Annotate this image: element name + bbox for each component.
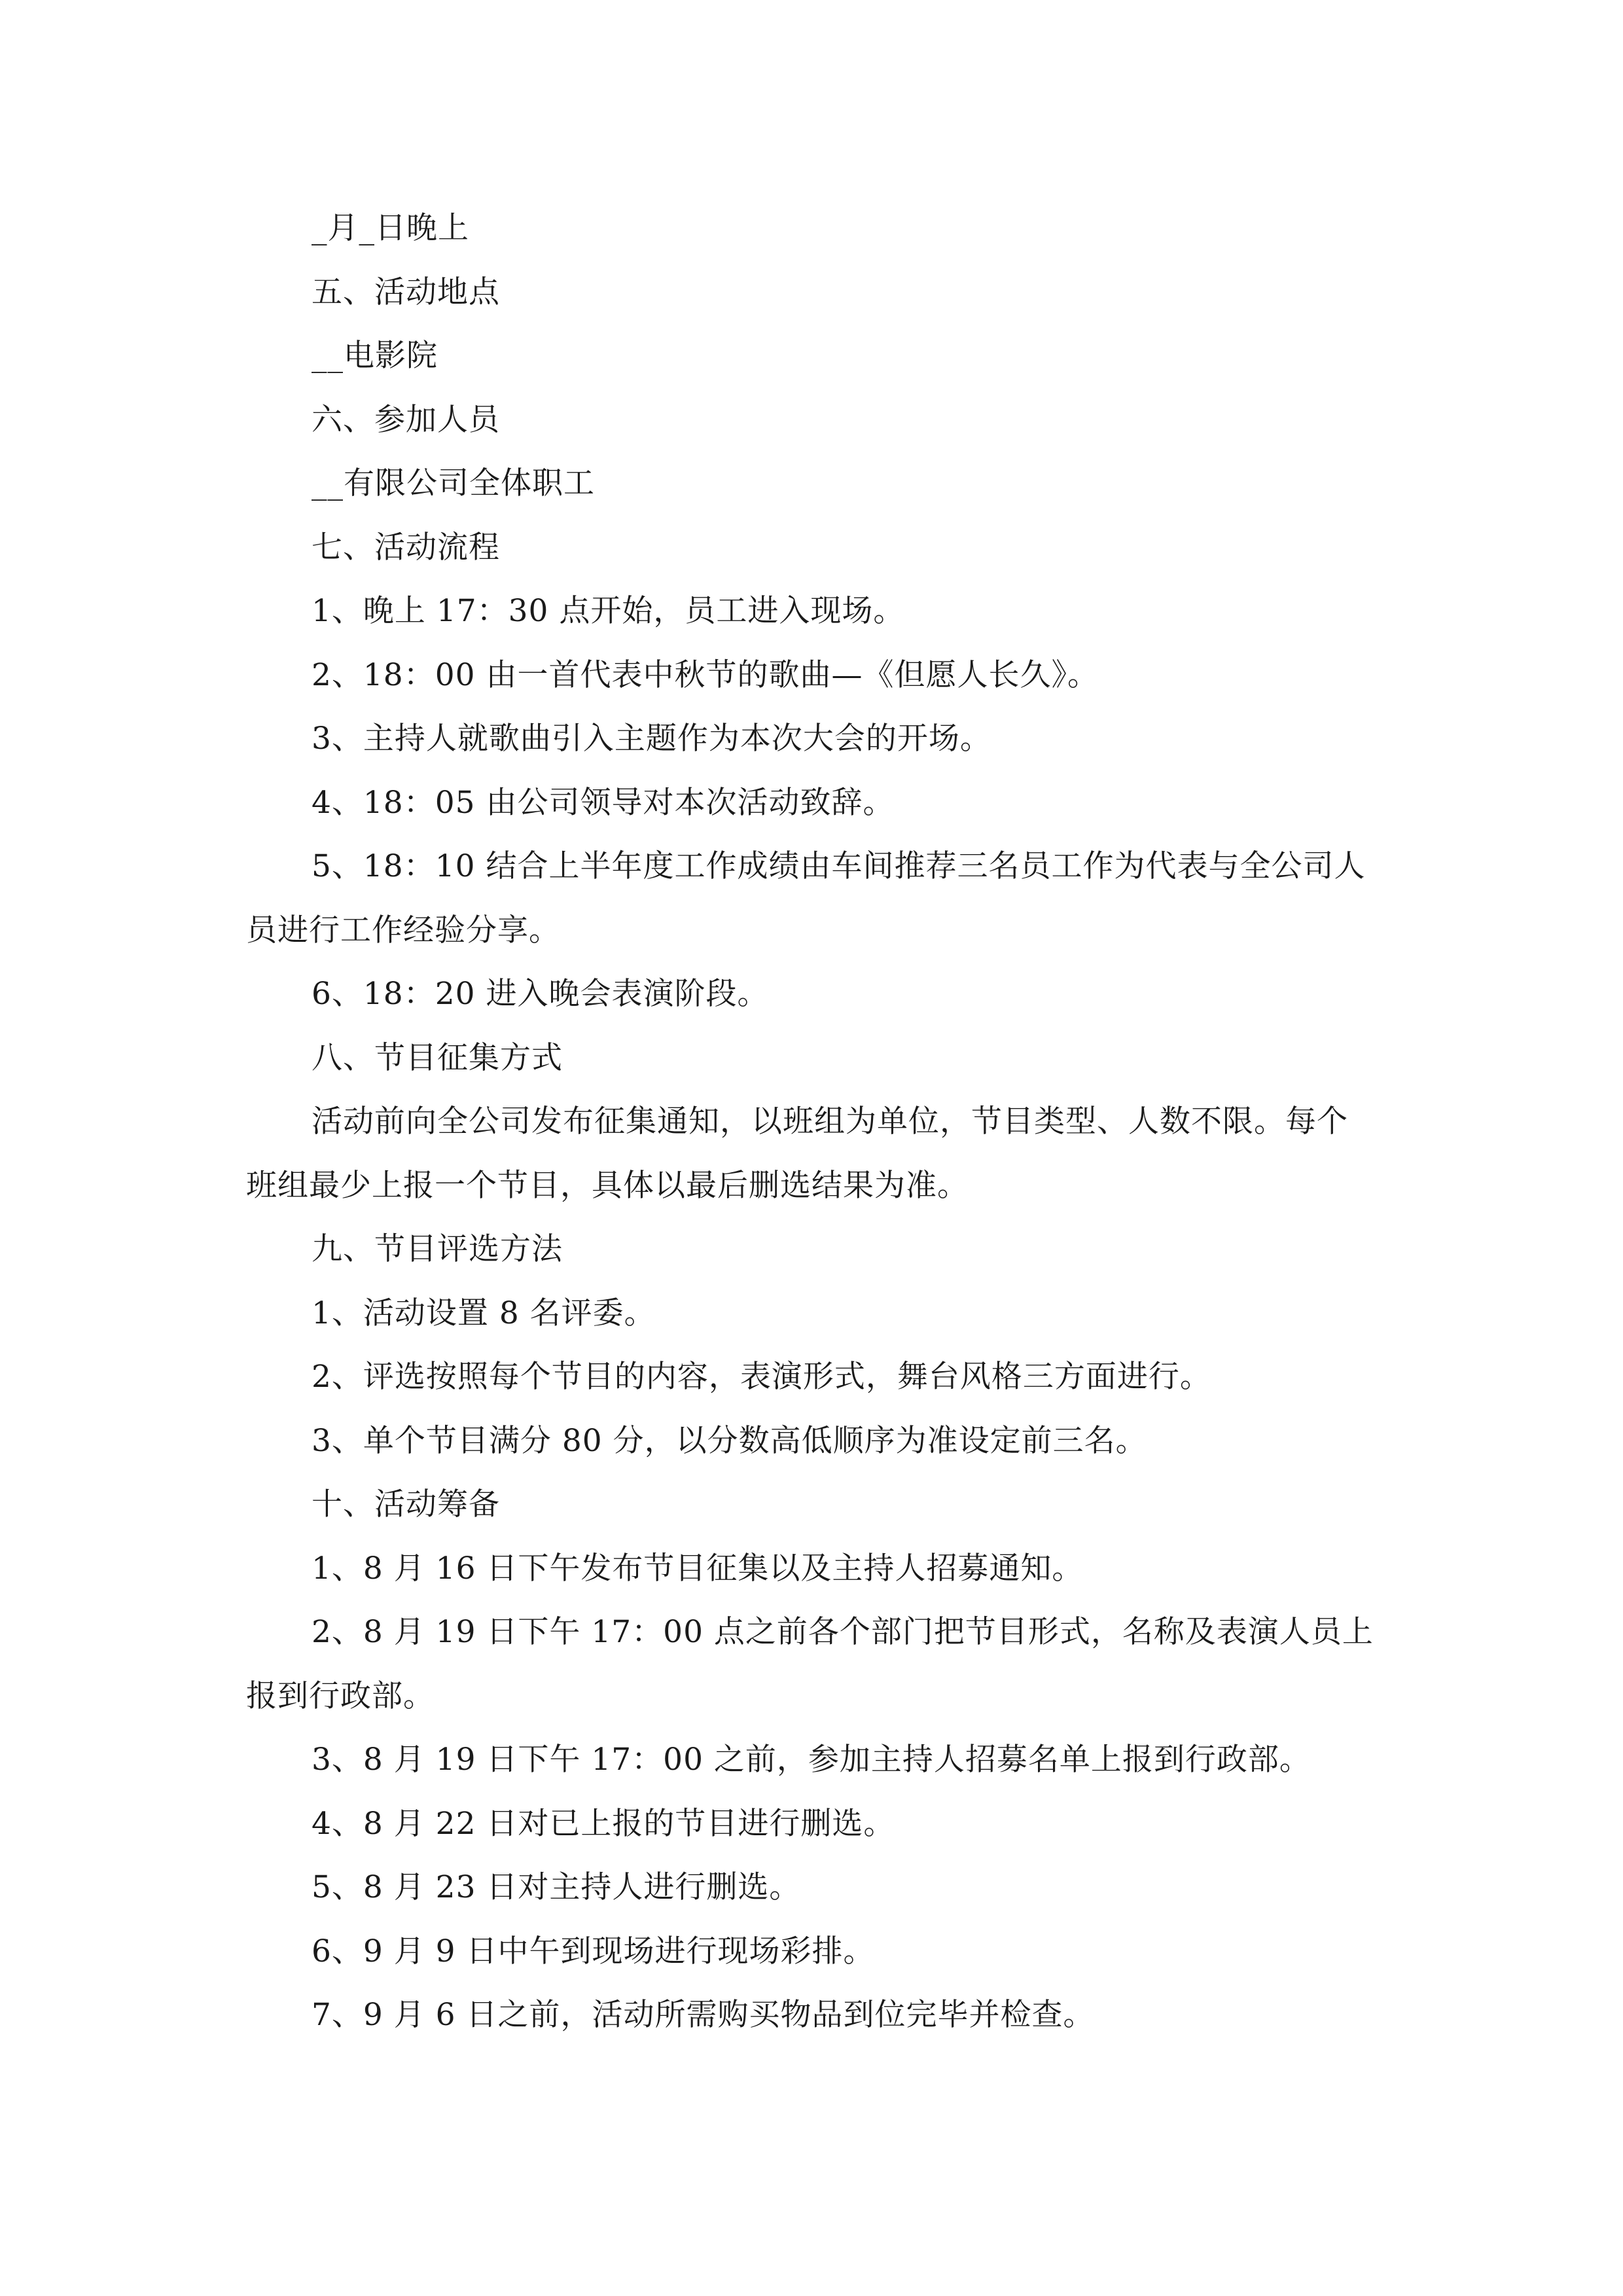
- text-line: 2、18：00 由一首代表中秋节的歌曲—《但愿人长久》。: [312, 656, 1099, 693]
- text-line: _月_日晚上: [312, 210, 469, 246]
- text-line: 2、评选按照每个节目的内容，表演形式，舞台风格三方面进行。: [312, 1359, 1211, 1395]
- text-line: 1、晚上 17：30 点开始，员工进入现场。: [312, 593, 905, 629]
- text-line: 十、活动筹备: [312, 1486, 500, 1522]
- text-line: 1、8 月 16 日下午发布节目征集以及主持人招募通知。: [312, 1550, 1084, 1587]
- text-line: 5、8 月 23 日对主持人进行删选。: [312, 1869, 801, 1905]
- text-line: 6、9 月 9 日中午到现场进行现场彩排。: [312, 1933, 875, 1969]
- text-line: 五、活动地点: [312, 274, 500, 310]
- text-line: 4、8 月 22 日对已上报的节目进行删选。: [312, 1805, 895, 1842]
- text-line: 4、18：05 由公司领导对本次活动致辞。: [312, 784, 895, 821]
- text-line: 3、主持人就歌曲引入主题作为本次大会的开场。: [312, 721, 991, 757]
- text-line: 员进行工作经验分享。: [246, 912, 560, 948]
- text-line: 5、18：10 结合上半年度工作成绩由车间推荐三名员工作为代表与全公司人: [312, 848, 1366, 884]
- text-line: 九、节目评选方法: [312, 1231, 563, 1267]
- text-line: 3、8 月 19 日下午 17：00 之前，参加主持人招募名单上报到行政部。: [312, 1742, 1311, 1778]
- text-line: 报到行政部。: [246, 1677, 435, 1714]
- text-line: 八、节目征集方式: [312, 1039, 563, 1076]
- text-line: 1、活动设置 8 名评委。: [312, 1295, 656, 1331]
- text-line: 6、18：20 进入晚会表演阶段。: [312, 976, 769, 1012]
- text-line: __有限公司全体职工: [312, 465, 595, 501]
- text-line: 7、9 月 6 日之前，活动所需购买物品到位完毕并检查。: [312, 1997, 1095, 2033]
- text-line: 七、活动流程: [312, 529, 500, 565]
- text-line: 活动前向全公司发布征集通知，以班组为单位，节目类型、人数不限。每个: [312, 1103, 1348, 1139]
- text-line: 班组最少上报一个节目，具体以最后删选结果为准。: [246, 1167, 969, 1204]
- text-line: 3、单个节目满分 80 分，以分数高低顺序为准设定前三名。: [312, 1422, 1147, 1459]
- text-line: __电影院: [312, 338, 438, 374]
- document-body: [246, 196, 1382, 2047]
- text-line: 六、参加人员: [312, 401, 500, 438]
- text-line: 2、8 月 19 日下午 17：00 点之前各个部门把节目形式，名称及表演人员上: [312, 1614, 1374, 1650]
